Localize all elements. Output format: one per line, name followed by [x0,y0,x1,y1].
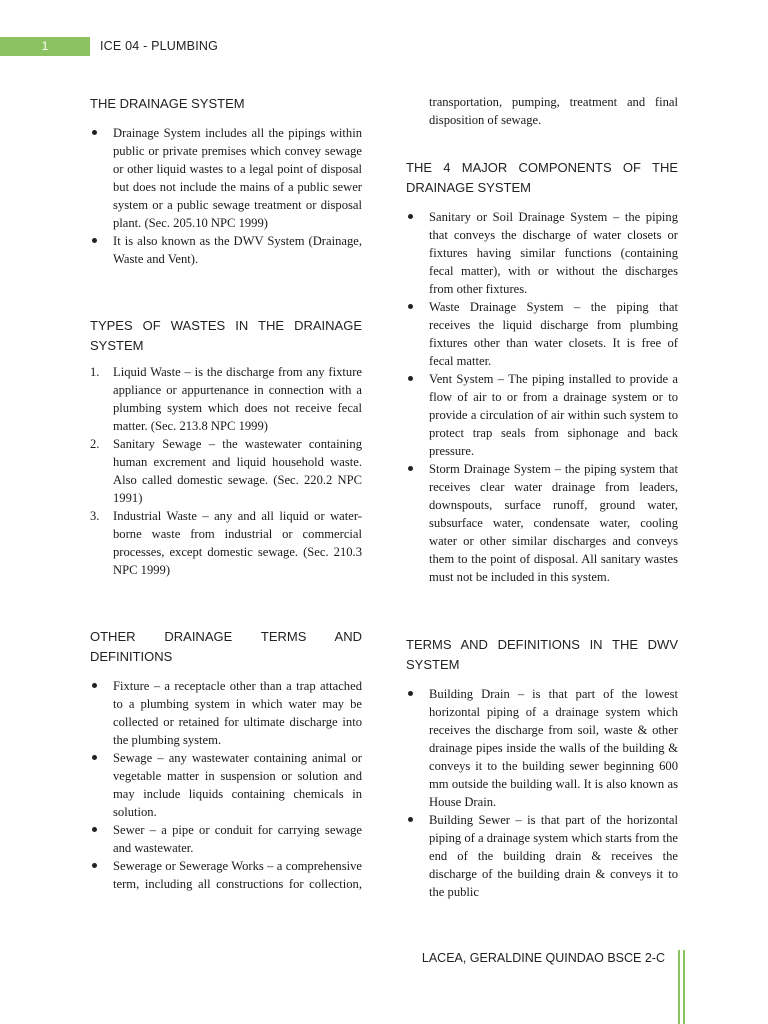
heading-line: DRAINAGE SYSTEM [406,180,531,195]
list-number: 2. [90,437,100,451]
list-item-text: It is also known as the DWV System (Drainage, Waste and Vent). [113,234,362,266]
list-item [406,460,678,586]
heading-line: THE 4 MAJOR COMPONENTS OF THE [406,160,678,175]
list-item-text: Industrial Waste – any and all liquid or water-borne waste from industrial or commercial processes, except domestic sewage. (Sec. 210.3 NPC 1999) [113,509,362,577]
heading-line: DEFINITIONS [90,649,173,664]
list-item [406,298,678,370]
continued-paragraph: transportation, pumping, treatment and final disposition of sewage. [429,95,678,127]
list-item [90,435,362,507]
list-item-text: Sewage – any wastewater containing animal or vegetable matter in suspension or solution and may include liquids containing chemicals in solution. [113,751,362,819]
list-item [406,811,678,901]
bullet-icon [406,370,426,388]
bullet-icon [90,124,110,142]
bullet-icon [90,749,110,767]
section-heading-major-components [406,158,678,198]
list-item [90,124,362,232]
other-terms-bullets [90,677,362,893]
list-item-text: Building Sewer – is that part of the horizontal piping of a drainage system which starts from the end of the building drain & receives the discharge of the building drain & conveys it to the public [429,813,679,899]
heading-line: SYSTEM [90,338,144,353]
heading-line: OTHER DRAINAGE TERMS AND [90,629,362,644]
list-item [90,821,362,857]
decorative-rule [678,950,680,1024]
types-of-wastes-list [90,363,362,579]
list-item-text: Vent System – The piping installed to provide a flow of air to or from a drainage system or to provide a circulation of air within such system to protect trap seals from siphonage and back pressure. [429,372,678,458]
dwv-terms-bullets [406,685,678,901]
section-heading-other-terms [90,627,362,667]
bullet-icon [90,677,110,695]
list-item [90,507,362,579]
section-heading-drainage-system: THE DRAINAGE SYSTEM [90,96,245,111]
list-item [406,685,678,811]
list-number: 1. [90,365,100,379]
bullet-icon [90,232,110,250]
bullet-icon [406,811,426,829]
author-footer: LACEA, GERALDINE QUINDAO BSCE 2-C [421,951,665,965]
list-item-text: Sanitary Sewage – the wastewater containing human excrement and liquid household waste. Also called domestic sewage. (Sec. 220.2 NPC 1991) [113,437,362,505]
major-components-bullets [406,208,678,586]
page-number: 1 [41,39,49,53]
bullet-icon [90,821,110,839]
list-item-text: Waste Drainage System – the piping that receives the liquid discharge from plumbing fixtures other than water closets. It is free of fecal matter. [429,300,678,368]
list-item-text: Sewerage or Sewerage Works – a comprehensive term, including all constructions for collection, [113,859,362,891]
heading-line: TERMS AND DEFINITIONS IN THE DWV [406,637,678,652]
bullet-icon [90,857,110,875]
section-heading-types-of-wastes [90,316,362,356]
list-item [90,749,362,821]
list-item [90,363,362,435]
list-item-text: Liquid Waste – is the discharge from any fixture appliance or appurtenance in connection with a plumbing system which does not receive fecal matter. (Sec. 213.8 NPC 1999) [113,365,362,433]
list-item [406,208,678,298]
list-item [90,232,362,268]
list-item [90,857,362,893]
section-heading-dwv-terms [406,635,678,675]
decorative-rule [683,950,685,1024]
list-item-text: Sewer – a pipe or conduit for carrying sewage and wastewater. [113,823,362,855]
list-item [406,370,678,460]
list-item-text: Drainage System includes all the pipings within public or private premises which convey sewage or other liquid wastes to a legal point of disposal but does not include the mains of a public sewer system or a public sewage treatment or disposal plant. (Sec. 205.10 NPC 1999) [113,126,362,230]
bullet-icon [406,208,426,226]
heading-line: SYSTEM [406,657,460,672]
list-number: 3. [90,509,100,523]
list-item-text: Storm Drainage System – the piping system that receives clear water drainage from leaders, downspouts, surface runoff, ground water, subsurface water, condensate water, cooling water or other similar discharges and conveys them to the point of disposal. All sanitary wastes must not be included in this system. [429,462,678,584]
bullet-icon [406,460,426,478]
bullet-icon [406,298,426,316]
list-item-text: Building Drain – is that part of the lowest horizontal piping of a drainage system which receives the discharge from soil, waste & other drainage pipes inside the walls of the building & conveys it to the building sewer beginning 600 mm outside the building wall. It is also known as House Drain. [429,687,678,809]
list-item-text: Sanitary or Soil Drainage System – the piping that conveys the discharge of water closets or fixtures having similar functions (containing fecal matter), with or without the discharges from other fixtures. [429,210,678,296]
heading-line: TYPES OF WASTES IN THE DRAINAGE [90,318,362,333]
drainage-system-bullets [90,124,362,268]
document-header-title: ICE 04 - PLUMBING [100,39,219,53]
list-item-text: Fixture – a receptacle other than a trap attached to a plumbing system in which water may be collected or retained for ultimate discharge into the plumbing system. [113,679,362,747]
list-item [90,677,362,749]
bullet-icon [406,685,426,703]
